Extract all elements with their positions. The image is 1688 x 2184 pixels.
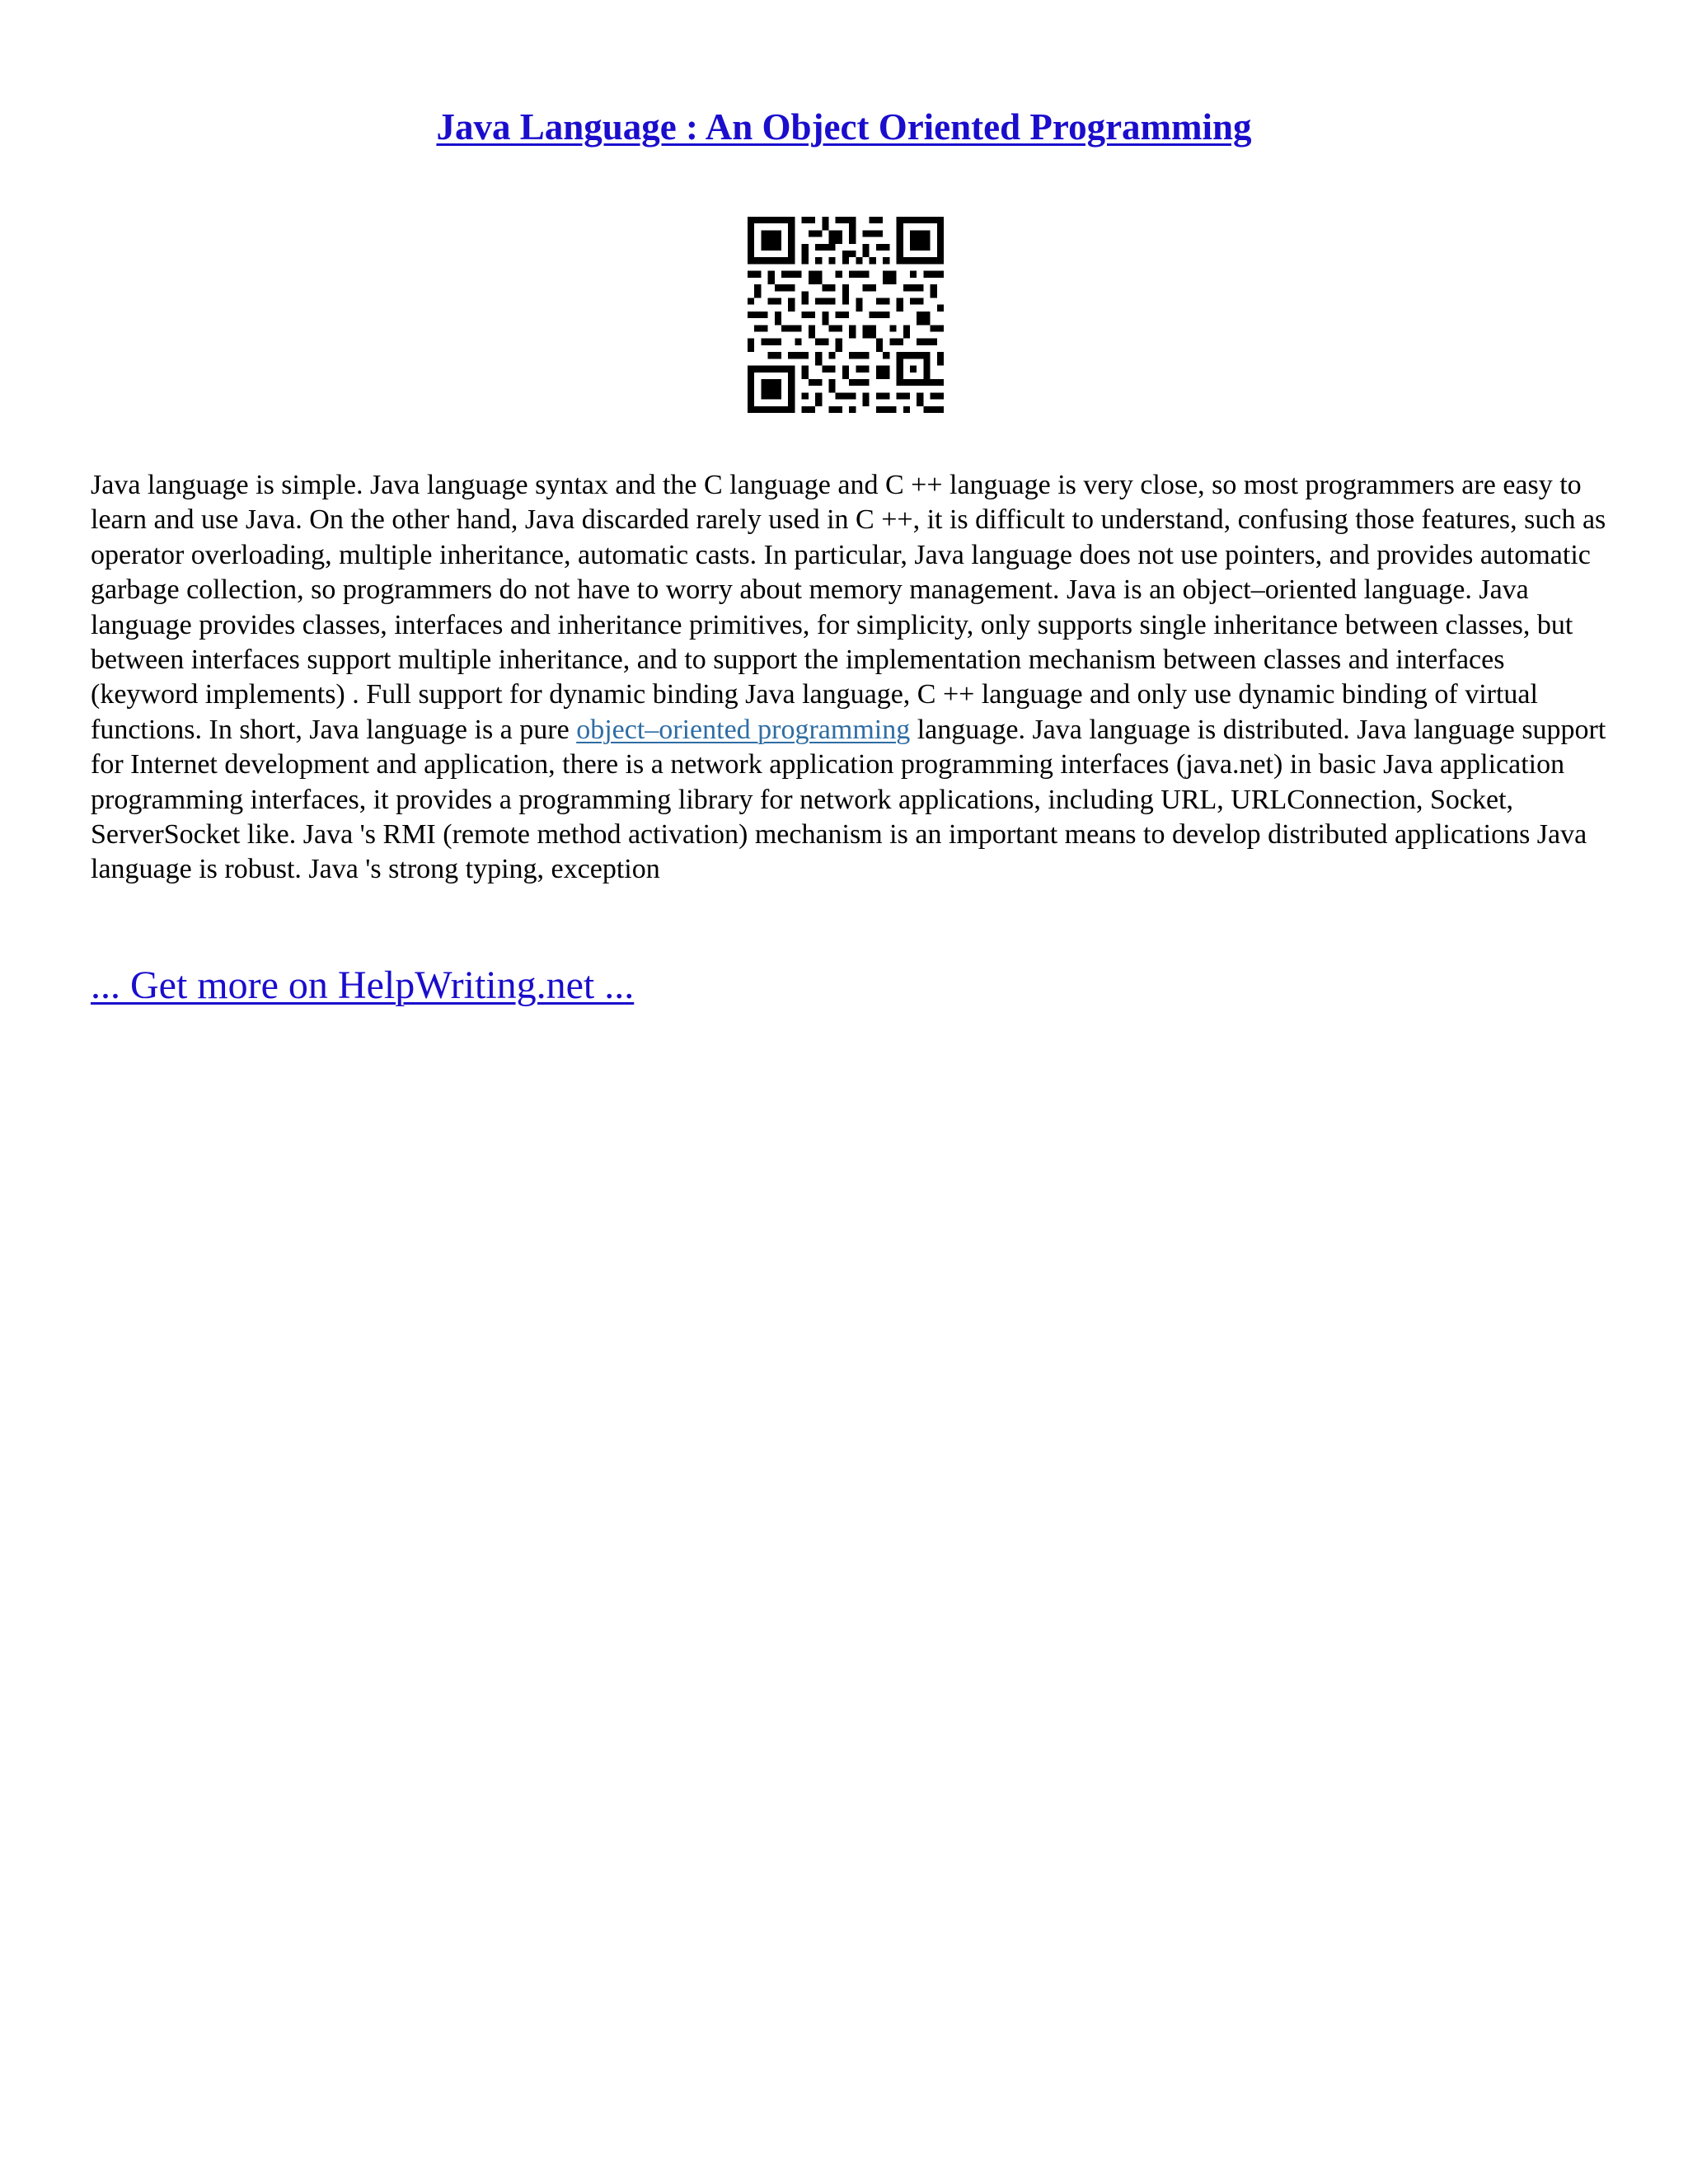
page-title <box>0 104 1688 150</box>
get-more-link[interactable]: ... Get more on HelpWriting.net ... <box>91 963 635 1007</box>
title-link[interactable]: Java Language : An Object Oriented Programming <box>436 106 1252 148</box>
article-body <box>91 468 1607 888</box>
oop-inline-link[interactable]: object–oriented programming <box>576 714 911 745</box>
get-more-paragraph <box>91 963 634 1009</box>
body-text-part2: language. Java language is distributed. Java language support for Internet development and application, there is a network application programming interfaces (java.net) in basic Java application programming interfaces, it provides a programming library for network applications, including URL, URLConnection, Socket, ServerSocket like. Java 's RMI (remote method activation) mechanism is an important means to develop distributed applications Java language is robust. Java 's strong typing, exception <box>91 714 1606 885</box>
body-text-part1: Java language is simple. Java language syntax and the C language and C ++ language is very close, so most programmers are easy to learn and use Java. On the other hand, Java discarded rarely used in C ++, it is difficult to understand, confusing those features, such as operator overloading, multiple inheritance, automatic casts. In particular, Java language does not use pointers, and provides automatic garbage collection, so programmers do not have to worry about memory management. Java is an object–oriented language. Java language provides classes, interfaces and inheritance primitives, for simplicity, only supports single inheritance between classes, but between interfaces support multiple inheritance, and to support the implementation mechanism between classes and interfaces (keyword implements) . Full support for dynamic binding Java language, C ++ language and only use dynamic binding of virtual functions. In short, Java language is a pure <box>91 470 1606 745</box>
qr-code-icon <box>748 216 944 414</box>
